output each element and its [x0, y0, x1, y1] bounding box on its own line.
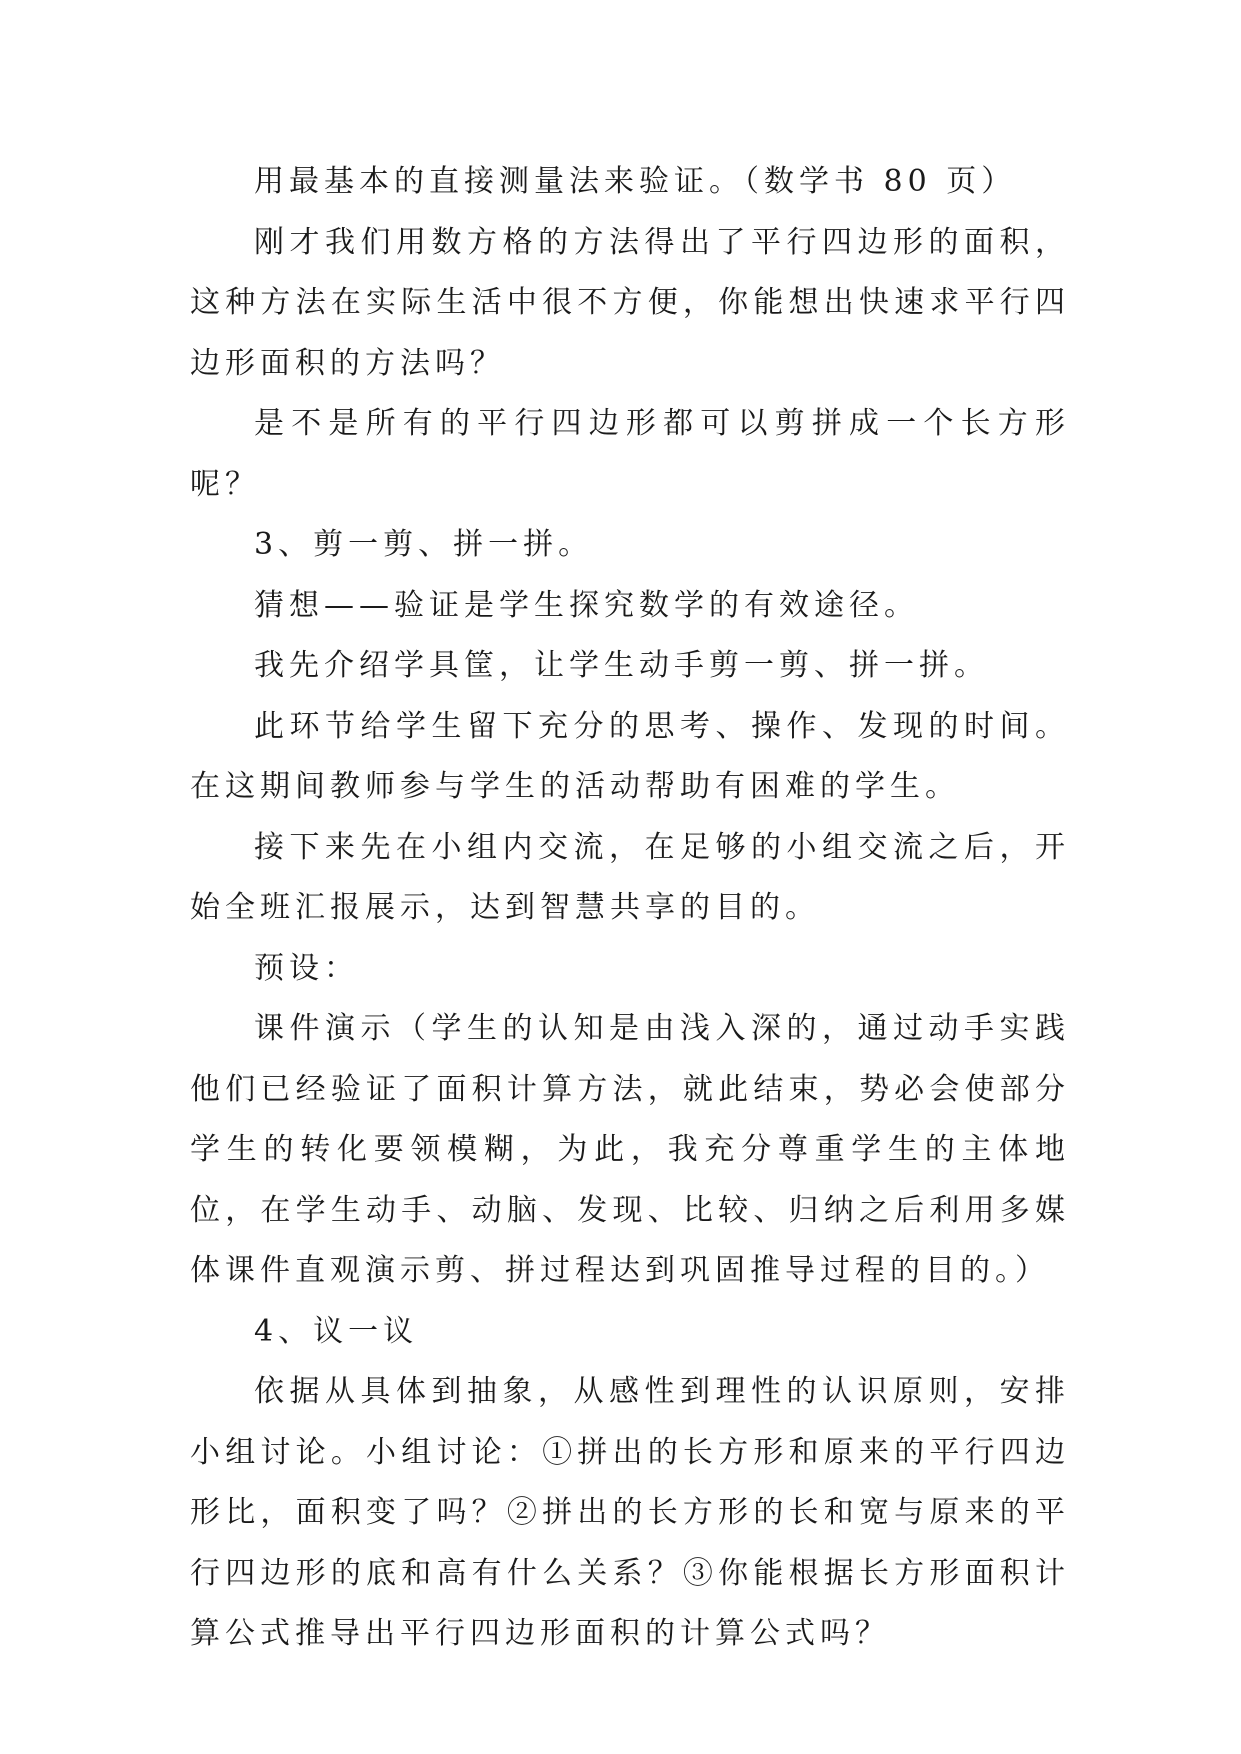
paragraph-courseware-demo: 课件演示（学生的认知是由浅入深的，通过动手实践他们已经验证了面积计算方法，就此结束，势必会使部分学生的转化要领模糊，为此，我充分尊重学生的主体地位，在学生动手、动脑、发现、比较、归纳之后利用多媒体课件直观演示剪、拼过程达到巩固推导过程的目的。）	[190, 1011, 1070, 1288]
paragraph-tools: 我先介绍学具筐，让学生动手剪一剪、拼一拼。	[254, 648, 989, 683]
paragraph-group-exchange: 接下来先在小组内交流，在足够的小组交流之后，开始全班汇报展示，达到智慧共享的目的。	[190, 829, 1070, 925]
paragraph-group-discussion: 依据从具体到抽象，从感性到理性的认识原则，安排小组讨论。小组讨论：①拼出的长方形和原来的平行四边形比，面积变了吗？②拼出的长方形的长和宽与原来的平行四边形的底和高有什么关系？③你能根据长方形面积计算公式推导出平行四边形面积的计算公式吗？	[190, 1374, 1070, 1651]
paragraph-conjecture: 猜想——验证是学生探究数学的有效途径。	[254, 587, 919, 623]
paragraph-grid-method: 刚才我们用数方格的方法得出了平行四边形的面积，这种方法在实际生活中很不方便，你能想出快速求平行四边形面积的方法吗？	[190, 224, 1070, 381]
document-page	[190, 152, 1070, 1665]
paragraph-thinking-time: 此环节给学生留下充分的思考、操作、发现的时间。在这期间教师参与学生的活动帮助有困难的学生。	[190, 708, 1070, 804]
paragraph-question: 是不是所有的平行四边形都可以剪拼成一个长方形呢？	[190, 406, 1070, 502]
section-heading-discuss: 4、议一议	[254, 1313, 419, 1349]
paragraph-verification: 用最基本的直接测量法来验证。（数学书 80 页）	[254, 164, 1017, 199]
section-heading-cut-and-join: 3、剪一剪、拼一拼。	[254, 527, 594, 562]
paragraph-preset: 预设：	[254, 950, 359, 986]
